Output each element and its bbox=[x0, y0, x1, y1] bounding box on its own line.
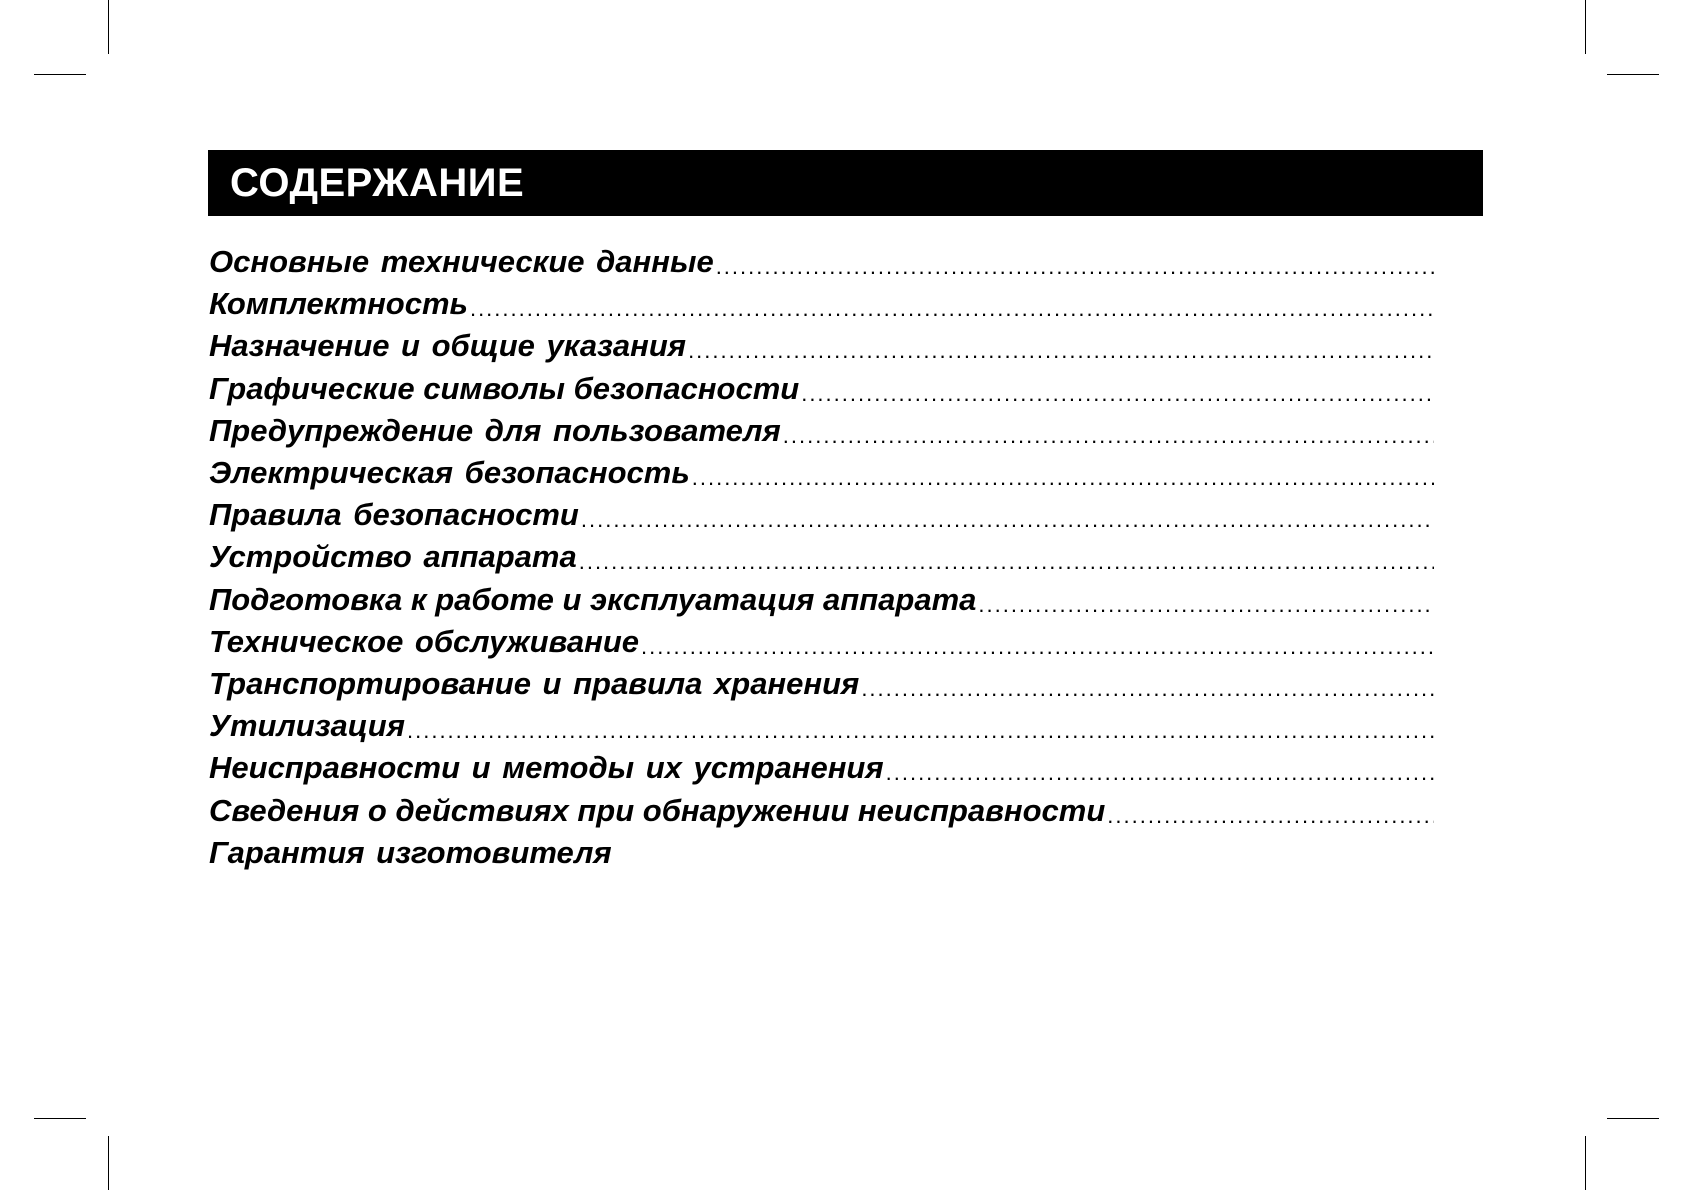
dot-leader bbox=[801, 373, 1434, 405]
toc-item-label: Техническое обслуживание bbox=[209, 623, 640, 659]
toc-item-label: Графические символы безопасности bbox=[209, 370, 800, 406]
crop-mark-top-left-vertical bbox=[108, 0, 109, 54]
toc-item-label: Электрическая безопасность bbox=[209, 455, 690, 491]
toc-item bbox=[209, 663, 1434, 705]
toc-item-label: Правила безопасности bbox=[209, 497, 579, 533]
dot-leader bbox=[470, 288, 1434, 320]
dot-leader bbox=[861, 668, 1434, 700]
toc-item bbox=[209, 283, 1434, 325]
toc-item-label: Назначение и общие указания bbox=[209, 328, 687, 364]
dot-leader bbox=[692, 457, 1434, 489]
toc-item-label: Утилизация bbox=[209, 708, 405, 744]
toc-item-label: Основные технические данные bbox=[209, 244, 714, 280]
toc-item bbox=[209, 368, 1434, 410]
dot-leader bbox=[1107, 795, 1434, 827]
dot-leader bbox=[579, 541, 1434, 573]
toc-item bbox=[209, 536, 1434, 578]
toc-item bbox=[209, 579, 1434, 621]
toc-item-label: Устройство аппарата bbox=[209, 539, 577, 575]
toc-item-label: Комплектность bbox=[209, 286, 468, 322]
dot-leader bbox=[886, 752, 1434, 784]
crop-mark-bottom-right-vertical bbox=[1585, 1136, 1586, 1190]
toc-item bbox=[209, 410, 1434, 452]
crop-mark-top-right-vertical bbox=[1585, 0, 1586, 54]
toc-item bbox=[209, 452, 1434, 494]
dot-leader bbox=[783, 415, 1434, 447]
toc-item bbox=[209, 832, 1434, 874]
dot-leader bbox=[716, 246, 1434, 278]
crop-mark-bottom-left-horizontal bbox=[34, 1118, 86, 1119]
crop-mark-bottom-right-horizontal bbox=[1607, 1118, 1659, 1119]
toc-item bbox=[209, 494, 1434, 536]
toc-item-label: Транспортирование и правила хранения bbox=[209, 665, 860, 701]
dot-leader bbox=[688, 330, 1434, 362]
toc-item bbox=[209, 747, 1434, 789]
dot-leader bbox=[641, 626, 1434, 658]
dot-leader bbox=[978, 584, 1434, 616]
table-of-contents bbox=[209, 241, 1434, 874]
dot-leader bbox=[407, 710, 1434, 742]
toc-item bbox=[209, 789, 1434, 831]
toc-item-label: Предупреждение для пользователя bbox=[209, 412, 781, 448]
toc-item-label: Подготовка к работе и эксплуатация аппарата bbox=[209, 581, 977, 617]
contents-title: СОДЕРЖАНИЕ bbox=[230, 160, 525, 205]
toc-item bbox=[209, 325, 1434, 367]
toc-item-label: Сведения о действиях при обнаружении неисправности bbox=[209, 792, 1106, 828]
crop-mark-bottom-left-vertical bbox=[108, 1136, 109, 1190]
toc-item-label: Гарантия изготовителя bbox=[209, 834, 612, 870]
dot-leader bbox=[581, 499, 1434, 531]
toc-item bbox=[209, 705, 1434, 747]
toc-item bbox=[209, 621, 1434, 663]
toc-item bbox=[209, 241, 1434, 283]
contents-header-bar bbox=[208, 150, 1483, 216]
crop-mark-top-left-horizontal bbox=[34, 74, 86, 75]
crop-mark-top-right-horizontal bbox=[1607, 74, 1659, 75]
toc-item-label: Неисправности и методы их устранения bbox=[209, 750, 884, 786]
